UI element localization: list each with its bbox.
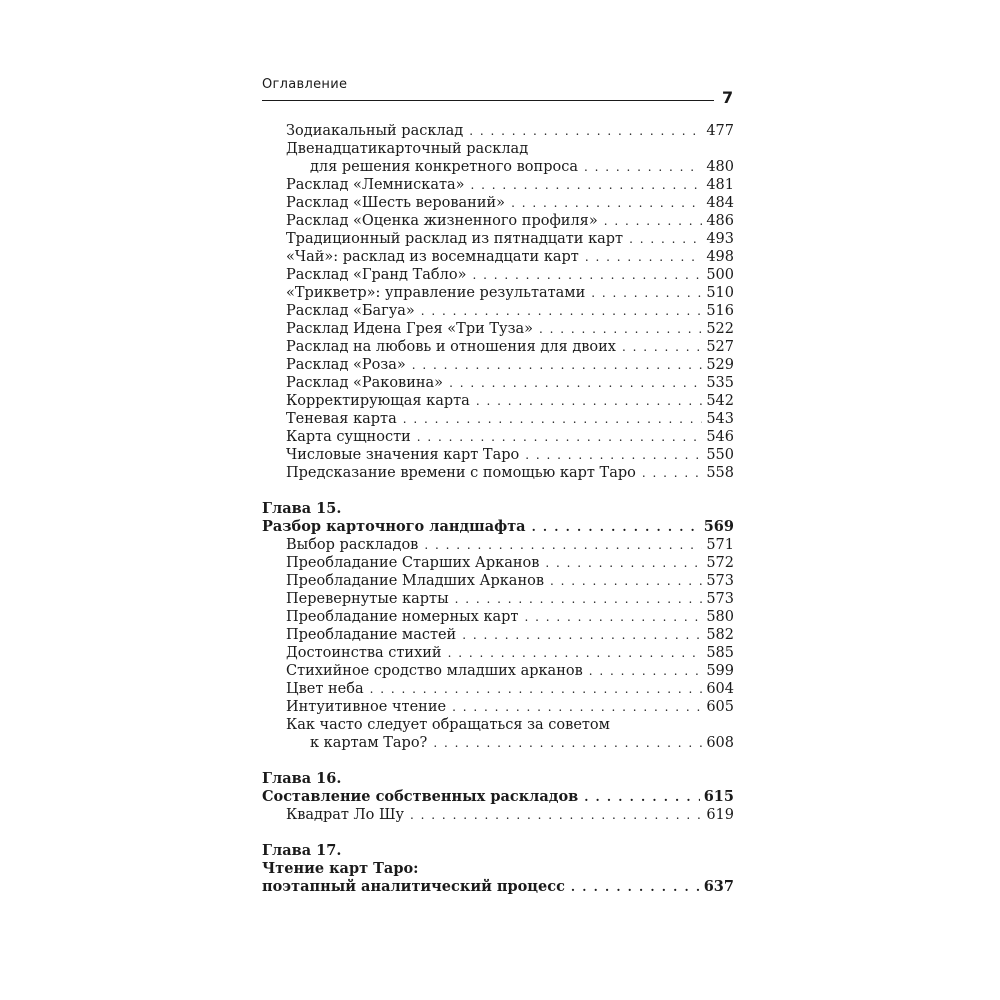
toc-entry (262, 608, 734, 626)
header-rule (262, 100, 714, 101)
toc-entry (262, 626, 734, 644)
toc-entry-page: 573 (706, 591, 734, 607)
chapter-label: Глава 15. (262, 500, 342, 517)
toc-entry-page: 516 (706, 303, 734, 319)
dot-leader (545, 554, 702, 572)
dot-leader (433, 734, 702, 752)
toc-entry (262, 374, 734, 392)
dot-leader (550, 572, 702, 590)
dot-leader (629, 230, 702, 248)
toc-entry (262, 194, 734, 212)
toc-entry-page: 522 (706, 321, 734, 337)
toc-entry (262, 320, 734, 338)
toc-entry-title: Расклад на любовь и отношения для двоих (286, 339, 616, 355)
page-number: 7 (722, 88, 734, 107)
toc-entry-page: 500 (706, 267, 734, 283)
toc-entry-title: Достоинства стихий (286, 645, 442, 661)
toc-entry-title: Карта сущности (286, 429, 411, 445)
toc-entry-page: 546 (706, 429, 734, 445)
toc-entry-page: 573 (706, 573, 734, 589)
dot-leader (455, 590, 702, 608)
dot-leader (476, 392, 702, 410)
chapter-title-row (262, 788, 734, 806)
toc-entry (262, 464, 734, 482)
section-gap (262, 824, 734, 842)
toc-entry (262, 554, 734, 572)
toc-entry-page: 580 (706, 609, 734, 625)
dot-leader (585, 248, 702, 266)
dot-leader (525, 446, 702, 464)
toc-entry-title: Расклад «Багуа» (286, 303, 415, 319)
toc-entry-page: 599 (706, 663, 734, 679)
toc-entry-page: 572 (706, 555, 734, 571)
toc-entry (262, 644, 734, 662)
running-head: Оглавление (262, 77, 348, 92)
toc-entry-title: Интуитивное чтение (286, 699, 447, 715)
toc-entry-page: 498 (706, 249, 734, 265)
toc-entry-page: 527 (706, 339, 734, 355)
toc-entry-page: 558 (706, 465, 734, 481)
toc-entry-title: Числовые значения карт Таро (286, 447, 520, 463)
toc-entry (262, 590, 734, 608)
toc-entry-title: для решения конкретного вопроса (310, 159, 578, 175)
toc-entry-title: Расклад Идена Грея «Три Туза» (286, 321, 533, 337)
toc-entry (262, 248, 734, 266)
toc-entry-page: 542 (706, 393, 734, 409)
toc-entry-title: Квадрат Ло Шу (286, 807, 405, 823)
toc-entry-title: Зодиакальный расклад (286, 123, 464, 139)
toc-entry-title: Расклад «Раковина» (286, 375, 444, 391)
toc-entry (262, 662, 734, 680)
dot-leader (410, 806, 702, 824)
dot-leader (471, 176, 702, 194)
toc-entry-title: Преобладание мастей (286, 627, 457, 643)
toc-entry (262, 734, 734, 752)
dot-leader (571, 878, 700, 896)
toc-entry (262, 536, 734, 554)
toc-entry-title: Преобладание Младших Арканов (286, 573, 545, 589)
toc-entry (262, 122, 734, 140)
toc-entry-title: Выбор раскладов (286, 537, 419, 553)
dot-leader (472, 266, 702, 284)
toc-entry-title: Стихийное сродство младших арканов (286, 663, 583, 679)
toc-entry (262, 428, 734, 446)
toc-entry-title: поэтапный аналитический процесс (262, 878, 565, 895)
toc-entry-title: Цвет неба (286, 681, 364, 697)
dot-leader (524, 608, 702, 626)
toc-entry (262, 266, 734, 284)
toc-entry-page: 529 (706, 357, 734, 373)
toc-entry-title-line: Двенадцатикарточный расклад (286, 141, 529, 157)
toc-entry-title: «Трикветр»: управление результатами (286, 285, 586, 301)
toc-entry-page: 550 (706, 447, 734, 463)
toc-entry (262, 302, 734, 320)
toc-entry (262, 176, 734, 194)
toc-entry-page: 486 (706, 213, 734, 229)
toc-entry-page: 604 (706, 681, 734, 697)
toc-entry (262, 392, 734, 410)
toc-entry-title: к картам Таро? (310, 735, 428, 751)
dot-leader (449, 374, 702, 392)
toc-entry-page: 605 (706, 699, 734, 715)
toc-entry-page: 585 (706, 645, 734, 661)
chapter-title-line: Чтение карт Таро: (262, 860, 419, 877)
toc-entry-title: Расклад «Гранд Табло» (286, 267, 467, 283)
chapter-title-row (262, 518, 734, 536)
toc-entry-title: Традиционный расклад из пятнадцати карт (286, 231, 624, 247)
dot-leader (421, 302, 702, 320)
dot-leader (532, 518, 700, 536)
dot-leader (591, 284, 702, 302)
dot-leader (622, 338, 702, 356)
toc-entry-page: 615 (703, 788, 734, 805)
toc-entry (262, 158, 734, 176)
toc-entry-page: 535 (706, 375, 734, 391)
chapter-label: Глава 17. (262, 842, 342, 859)
dot-leader (412, 356, 702, 374)
toc-entry-title: «Чай»: расклад из восемнадцати карт (286, 249, 579, 265)
toc-entry (262, 680, 734, 698)
toc-entry-title: Теневая карта (286, 411, 397, 427)
toc-entry-title: Перевернутые карты (286, 591, 449, 607)
toc-entry-title: Расклад «Роза» (286, 357, 406, 373)
toc-entry-page: 608 (706, 735, 734, 751)
toc-entry (262, 284, 734, 302)
toc-entry (262, 338, 734, 356)
toc-entry (262, 572, 734, 590)
dot-leader (370, 680, 702, 698)
toc-entry (262, 356, 734, 374)
dot-leader (511, 194, 702, 212)
toc-entry-page: 480 (706, 159, 734, 175)
dot-leader (452, 698, 702, 716)
toc-entry (262, 698, 734, 716)
toc-entry-page: 481 (706, 177, 734, 193)
toc-entry (262, 230, 734, 248)
toc-entry-title: Корректирующая карта (286, 393, 470, 409)
dot-leader (589, 662, 702, 680)
toc-entry (262, 806, 734, 824)
dot-leader (539, 320, 702, 338)
toc-entry-title-line: Как часто следует обращаться за советом (286, 717, 610, 733)
toc-entry-page: 510 (706, 285, 734, 301)
section-gap (262, 482, 734, 500)
toc-entry-page: 543 (706, 411, 734, 427)
toc-entry-page: 569 (703, 518, 734, 535)
toc-entry-page: 493 (706, 231, 734, 247)
toc-entry (262, 446, 734, 464)
table-of-contents (262, 122, 734, 896)
chapter-label: Глава 16. (262, 770, 342, 787)
toc-entry-title: Расклад «Лемниската» (286, 177, 465, 193)
dot-leader (469, 122, 702, 140)
toc-entry-page: 477 (706, 123, 734, 139)
chapter-title-row (262, 878, 734, 896)
toc-entry-page: 619 (706, 807, 734, 823)
toc-entry-title: Расклад «Шесть верований» (286, 195, 506, 211)
toc-entry (262, 212, 734, 230)
toc-entry-title: Составление собственных раскладов (262, 788, 579, 805)
dot-leader (584, 788, 700, 806)
dot-leader (417, 428, 702, 446)
dot-leader (604, 212, 702, 230)
toc-entry-title: Предсказание времени с помощью карт Таро (286, 465, 636, 481)
section-gap (262, 752, 734, 770)
dot-leader (462, 626, 702, 644)
toc-entry-title: Преобладание номерных карт (286, 609, 519, 625)
toc-entry (262, 410, 734, 428)
toc-entry-title: Преобладание Старших Арканов (286, 555, 540, 571)
toc-entry-title: Разбор карточного ландшафта (262, 518, 526, 535)
dot-leader (403, 410, 702, 428)
dot-leader (584, 158, 702, 176)
dot-leader (642, 464, 702, 482)
dot-leader (448, 644, 702, 662)
toc-entry-page: 484 (706, 195, 734, 211)
toc-entry-title: Расклад «Оценка жизненного профиля» (286, 213, 598, 229)
toc-entry-page: 582 (706, 627, 734, 643)
toc-entry-page: 571 (706, 537, 734, 553)
dot-leader (424, 536, 702, 554)
toc-entry-page: 637 (703, 878, 734, 895)
